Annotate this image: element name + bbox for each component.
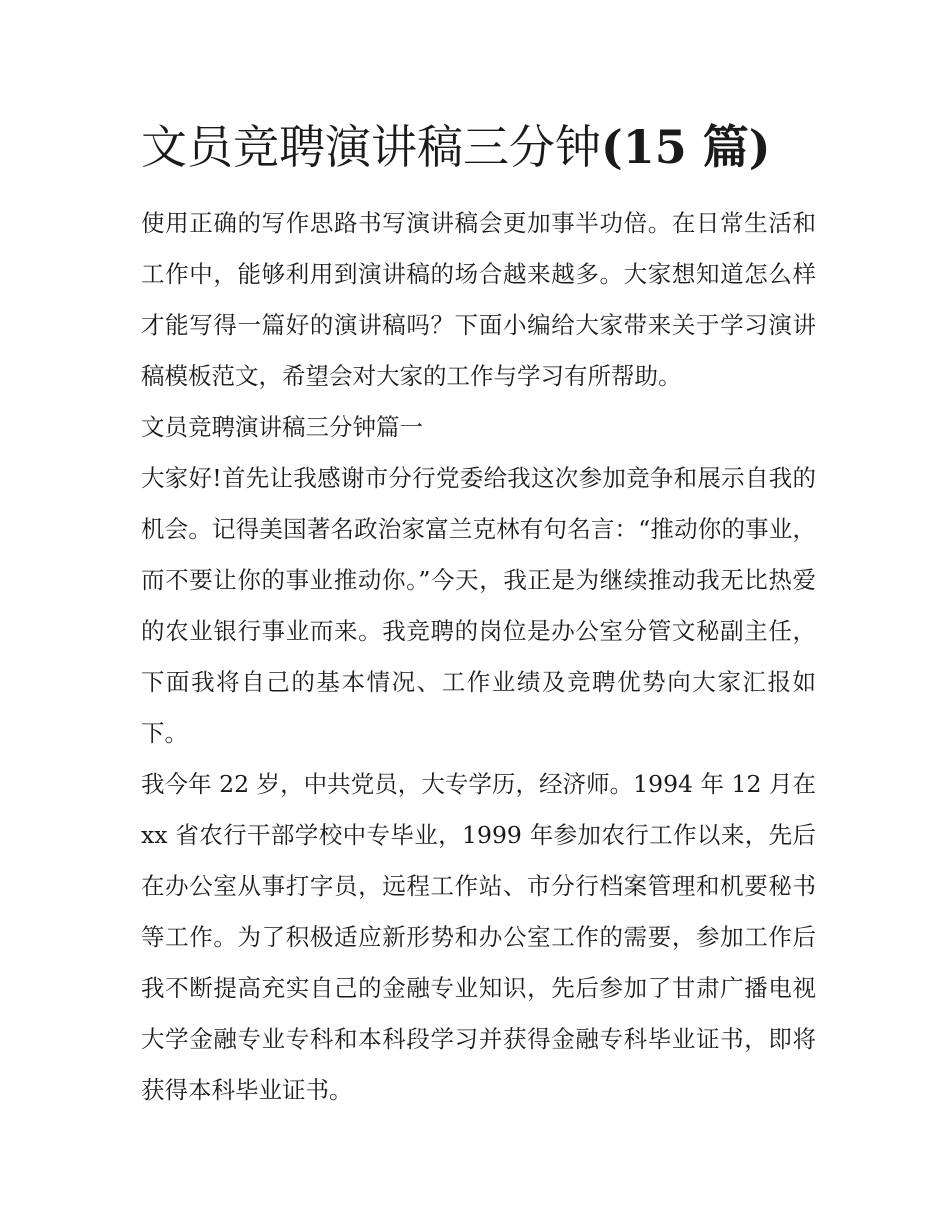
document-content <box>141 112 816 1116</box>
title-text: 文员竞聘演讲稿三分钟 <box>141 120 601 174</box>
intro-paragraph: 使用正确的写作思路书写演讲稿会更加事半功倍。在日常生活和工作中，能够利用到演讲稿的场合越来越多。大家想知道怎么样才能写得一篇好的演讲稿吗？下面小编给大家带来关于学习演讲稿模板范文，希望会对大家的工作与学习有所帮助。 <box>141 209 816 390</box>
section-heading: 文员竞聘演讲稿三分钟篇一 <box>141 413 423 441</box>
document-title <box>141 112 816 182</box>
body-paragraph-1: 大家好!首先让我感谢市分行党委给我这次参加竞争和展示自我的机会。记得美国著名政治家富兰克林有句名言：“推动你的事业，而不要让你的事业推动你。”今天，我正是为继续推动我无比热爱的农业银行事业而来。我竞聘的岗位是办公室分管文秘副主任，下面我将自己的基本情况、工作业绩及竞聘优势向大家汇报如下。 <box>141 464 816 747</box>
title-count: (15 篇) <box>601 120 771 174</box>
body-paragraph-2: 我今年 22 岁，中共党员，大专学历，经济师。1994 年 12 月在 xx 省农行干部学校中专毕业，1999 年参加农行工作以来，先后在办公室从事打字员，远程工作站、市分行档案管理和机要秘书等工作。为了积极适应新形势和办公室工作的需要，参加工作后我不断提高充实自己的金融专业知识，先后参加了甘肃广播电视大学金融专业专科和本科段学习并获得金融专科毕业证书，即将获得本科毕业证书。 <box>141 770 816 1104</box>
